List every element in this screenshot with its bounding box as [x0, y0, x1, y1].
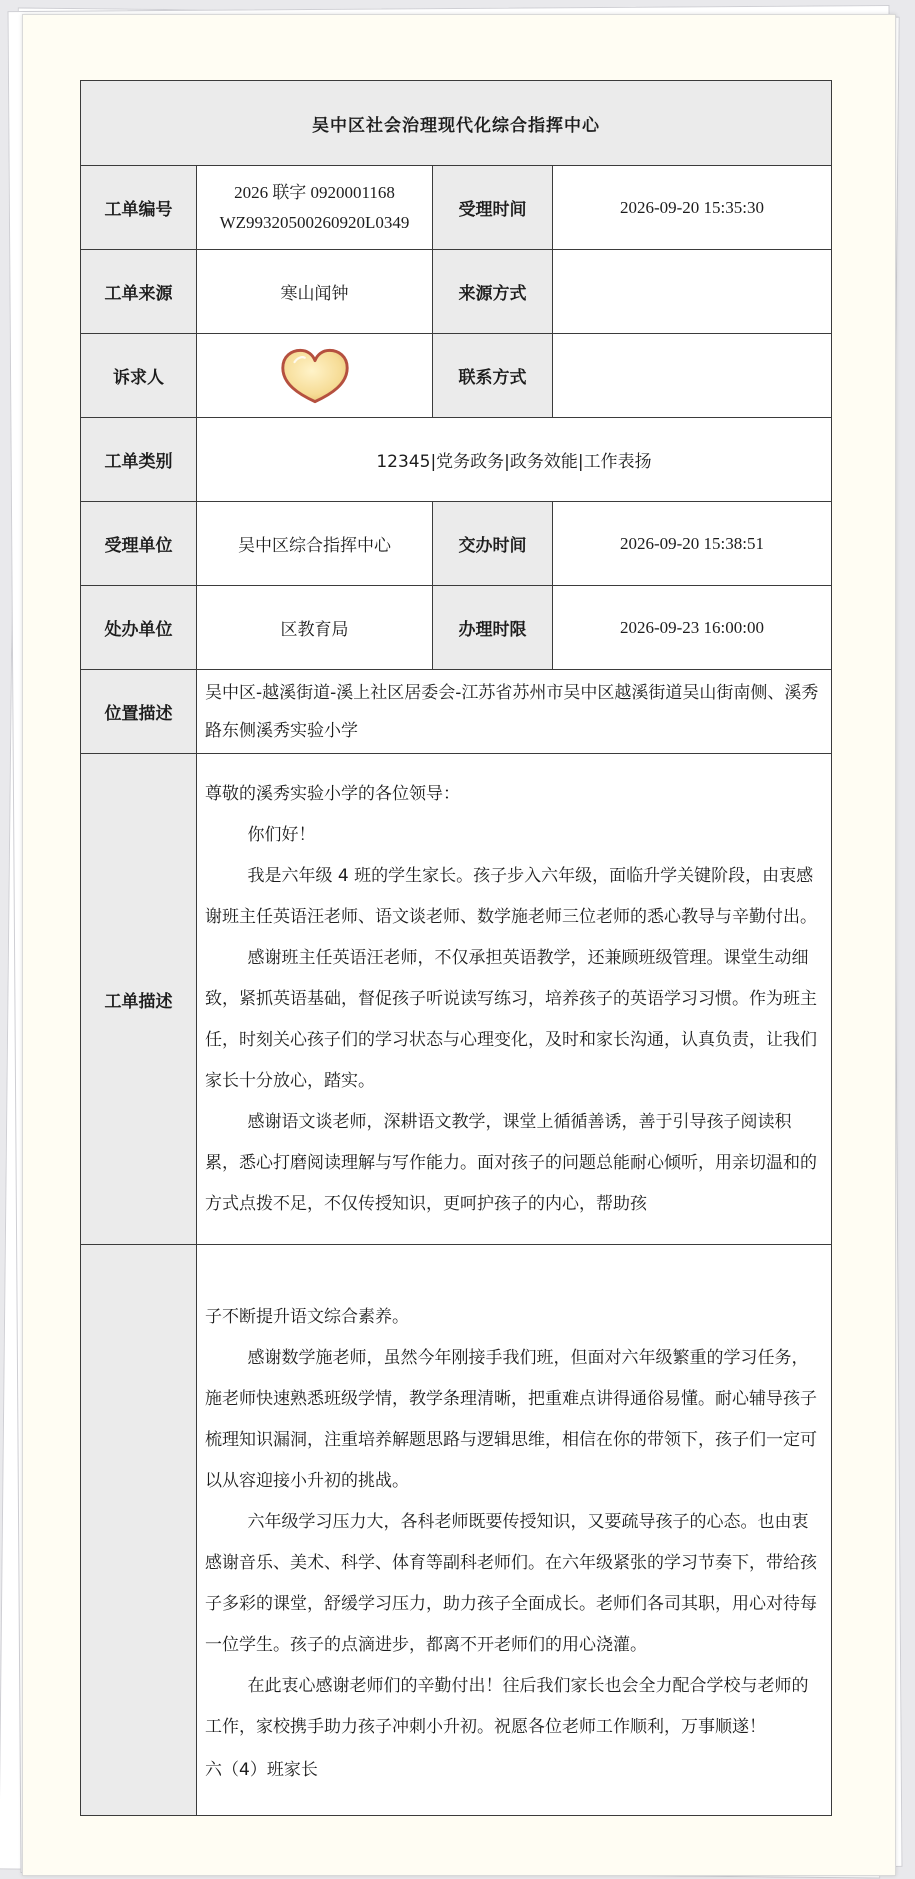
order-no-line2: WZ99320500260920L0349: [219, 212, 410, 232]
label-assign-time: 交办时间: [433, 502, 553, 586]
work-order-table: [80, 80, 832, 1816]
desc-paragraph-chinese: 感谢语文谈老师，深耕语文教学，课堂上循循善诱，善于引导孩子阅读积累，悉心打磨阅读理解与写作能力。面对孩子的问题总能耐心倾听，用亲切温和的方式点拨不足，不仅传授知识，更呵护孩子的内心，帮助孩: [205, 1111, 817, 1214]
label-petitioner: 诉求人: [81, 334, 197, 418]
desc-salutation: 尊敬的溪秀实验小学的各位领导：: [205, 783, 460, 804]
value-petitioner: [197, 334, 433, 418]
value-source-method: [553, 250, 832, 334]
label-description: 工单描述: [81, 754, 197, 1245]
row-description-2: [81, 1245, 832, 1816]
label-accept-time: 受理时间: [433, 166, 553, 250]
label-accept-unit: 受理单位: [81, 502, 197, 586]
desc-paragraph-closing: 在此衷心感谢老师们的辛勤付出！往后我们家长也会全力配合学校与老师的工作，家校携手助力孩子冲刺小升初。祝愿各位老师工作顺利，万事顺遂！: [205, 1675, 809, 1737]
value-accept-unit: 吴中区综合指挥中心: [197, 502, 433, 586]
label-deadline: 办理时限: [433, 586, 553, 670]
row-category: [81, 418, 832, 502]
value-handle-unit: 区教育局: [197, 586, 433, 670]
document-title: 吴中区社会治理现代化综合指挥中心: [81, 81, 832, 166]
label-handle-unit: 处办单位: [81, 586, 197, 670]
row-handle-unit: [81, 586, 832, 670]
heart-icon: [278, 346, 352, 406]
value-accept-time: 2026-09-20 15:35:30: [553, 166, 832, 250]
label-source-method: 来源方式: [433, 250, 553, 334]
value-order-no: [197, 166, 433, 250]
value-deadline: 2026-09-23 16:00:00: [553, 586, 832, 670]
description-part2: [197, 1245, 832, 1816]
value-location: 吴中区-越溪街道-溪上社区居委会-江苏省苏州市吴中区越溪街道吴山街南侧、溪秀路东侧溪秀实验小学: [197, 670, 832, 754]
value-contact: [553, 334, 832, 418]
desc-paragraph-other-teachers: 六年级学习压力大，各科老师既要传授知识，又要疏导孩子的心态。也由衷感谢音乐、美术、科学、体育等副科老师们。在六年级紧张的学习节奏下，带给孩子多彩的课堂，舒缓学习压力，助力孩子全面成长。老师们各司其职，用心对待每一位学生。孩子的点滴进步，都离不开老师们的用心浇灌。: [205, 1511, 817, 1655]
desc-greeting: 你们好！: [247, 824, 316, 845]
description-part1: [197, 754, 832, 1245]
label-location: 位置描述: [81, 670, 197, 754]
row-source: [81, 250, 832, 334]
desc-paragraph-math: 感谢数学施老师，虽然今年刚接手我们班，但面对六年级繁重的学习任务，施老师快速熟悉班级学情，教学条理清晰，把重难点讲得通俗易懂。耐心辅导孩子梳理知识漏洞，注重培养解题思路与逻辑思维，相信在你的带领下，孩子们一定可以从容迎接小升初的挑战。: [205, 1347, 817, 1491]
order-no-line1: 2026 联字 0920001168: [234, 182, 395, 202]
row-order-no: [81, 166, 832, 250]
value-category: 12345|党务政务|政务效能|工作表扬: [197, 418, 832, 502]
row-description-1: [81, 754, 832, 1245]
desc-paragraph-english: 感谢班主任英语汪老师，不仅承担英语教学，还兼顾班级管理。课堂生动细致，紧抓英语基础，督促孩子听说读写练习，培养孩子的英语学习习惯。作为班主任，时刻关心孩子们的学习状态与心理变化，及时和家长沟通，认真负责，让我们家长十分放心，踏实。: [205, 947, 817, 1091]
value-source: 寒山闻钟: [197, 250, 433, 334]
label-source: 工单来源: [81, 250, 197, 334]
label-category: 工单类别: [81, 418, 197, 502]
desc-paragraph-intro: 我是六年级 4 班的学生家长。孩子步入六年级，面临升学关键阶段，由衷感谢班主任英语汪老师、语文谈老师、数学施老师三位老师的悉心教导与辛勤付出。: [205, 865, 817, 927]
label-order-no: 工单编号: [81, 166, 197, 250]
label-contact: 联系方式: [433, 334, 553, 418]
label-description-continued: [81, 1245, 197, 1816]
desc-paragraph-chinese-end: 子不断提升语文综合素养。: [205, 1306, 409, 1327]
desc-signature: 六（4）班家长: [205, 1759, 318, 1780]
row-petitioner: [81, 334, 832, 418]
row-location: [81, 670, 832, 754]
value-assign-time: 2026-09-20 15:38:51: [553, 502, 832, 586]
row-accept-unit: [81, 502, 832, 586]
